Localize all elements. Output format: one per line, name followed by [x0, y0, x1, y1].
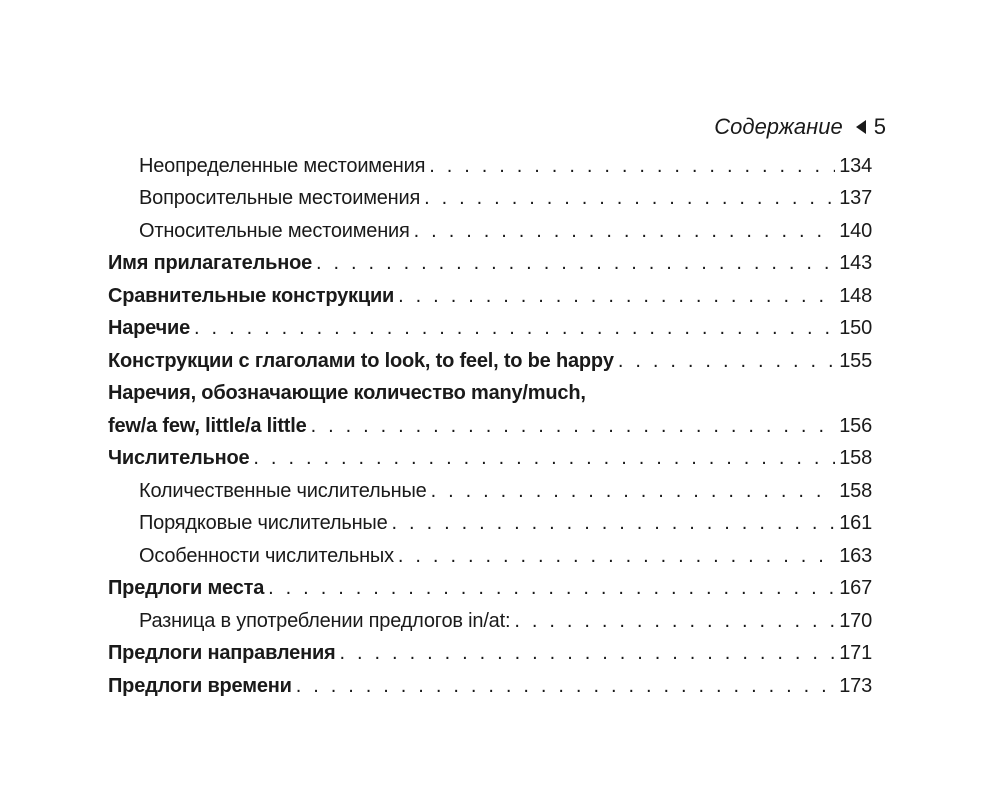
- page-number: 5: [873, 114, 886, 139]
- section-title: Содержание: [714, 114, 843, 139]
- dot-leader: [424, 187, 835, 210]
- toc-entry[interactable]: [108, 183, 872, 216]
- toc-entry-page: 163: [839, 544, 872, 567]
- toc-entry-title: Предлоги места: [108, 577, 265, 600]
- dot-leader: [429, 155, 835, 178]
- toc-entry-page: 173: [839, 674, 872, 697]
- dot-leader: [296, 675, 836, 698]
- toc-entry-page: 150: [839, 317, 872, 340]
- dot-leader: [194, 317, 835, 340]
- dot-leader: [340, 642, 836, 665]
- toc-entry[interactable]: [108, 248, 872, 281]
- toc-entry-page: 156: [839, 414, 872, 437]
- dot-leader: [316, 252, 835, 275]
- dot-leader: [398, 285, 835, 308]
- toc-entry[interactable]: [108, 410, 872, 443]
- toc-entry[interactable]: [108, 345, 872, 378]
- dot-leader: [431, 480, 836, 503]
- toc-entry-title: Особенности числительных: [139, 544, 394, 567]
- dot-leader: [268, 577, 835, 600]
- toc-entry[interactable]: [108, 150, 872, 183]
- toc-entry-title: Предлоги направления: [108, 642, 336, 665]
- dot-leader: [618, 350, 835, 373]
- toc-entry-title: Наречие: [108, 317, 191, 340]
- toc-entry[interactable]: [108, 475, 872, 508]
- toc-entry-page: 161: [839, 512, 872, 535]
- page-header: [0, 110, 886, 144]
- toc-entry[interactable]: [108, 670, 872, 703]
- toc-entry-title: Неопределенные местоимения: [139, 154, 426, 177]
- toc-entry-page: 148: [839, 284, 872, 307]
- toc-entry-page: 134: [839, 154, 872, 177]
- toc-entry[interactable]: [108, 280, 872, 313]
- toc-entry[interactable]: [108, 443, 872, 476]
- toc-entry-title: Разница в употреблении предлогов in/at:: [139, 609, 511, 632]
- toc-entry-title: Вопросительные местоимения: [139, 187, 421, 210]
- toc-entry[interactable]: [108, 378, 872, 411]
- toc-entry-title: Предлоги времени: [108, 674, 292, 697]
- toc-entry-page: 158: [839, 447, 872, 470]
- triangle-left-icon: [856, 120, 866, 134]
- table-of-contents: [108, 150, 872, 703]
- toc-entry-page: 158: [839, 479, 872, 502]
- toc-entry-title: Конструкции с глаголами to look, to feel, to be happy: [108, 349, 614, 372]
- toc-entry-title: Сравнительные конструкции: [108, 284, 395, 307]
- toc-entry-page: 143: [839, 252, 872, 275]
- toc-entry[interactable]: [108, 215, 872, 248]
- toc-entry-page: 140: [839, 219, 872, 242]
- toc-entry-title: Количественные числительные: [139, 479, 427, 502]
- toc-entry-page: 167: [839, 577, 872, 600]
- toc-entry-page: 155: [839, 349, 872, 372]
- toc-entry-page: 137: [839, 187, 872, 210]
- toc-entry-title: Имя прилагательное: [108, 252, 313, 275]
- dot-leader: [398, 545, 835, 568]
- toc-entry-title: Относительные местоимения: [139, 219, 410, 242]
- toc-entry[interactable]: [108, 508, 872, 541]
- dot-leader: [253, 447, 835, 470]
- toc-entry-title: Числительное: [108, 447, 250, 470]
- toc-entry-page: 171: [839, 642, 872, 665]
- dot-leader: [311, 415, 836, 438]
- dot-leader: [414, 220, 836, 243]
- dot-leader: [514, 610, 835, 633]
- toc-entry-title: Наречия, обозначающие количество many/much,: [108, 382, 586, 405]
- toc-entry[interactable]: [108, 540, 872, 573]
- dot-leader: [392, 512, 836, 535]
- toc-entry-title: Порядковые числительные: [139, 512, 388, 535]
- toc-entry-title: few/a few, little/a little: [108, 414, 307, 437]
- toc-entry[interactable]: [108, 638, 872, 671]
- toc-entry[interactable]: [108, 313, 872, 346]
- toc-entry[interactable]: [108, 573, 872, 606]
- toc-entry[interactable]: [108, 605, 872, 638]
- toc-entry-page: 170: [839, 609, 872, 632]
